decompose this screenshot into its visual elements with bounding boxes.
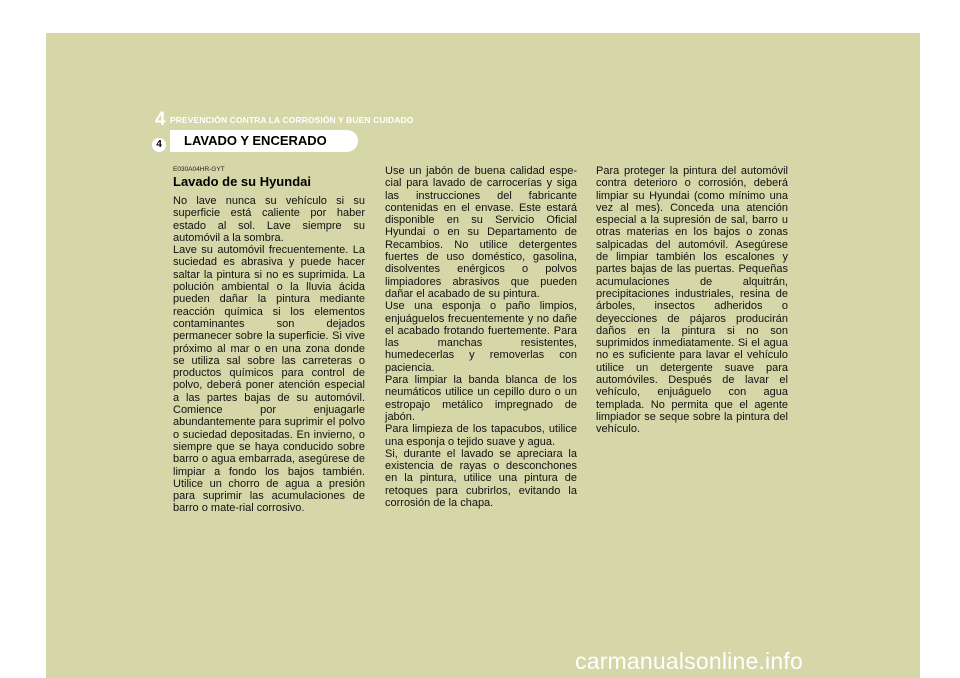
- page-number: 4: [152, 138, 166, 152]
- article-heading: Lavado de su Hyundai: [173, 174, 311, 189]
- text-column-3: Para proteger la pintura del automóvil contra deterioro o corrosión, deberá limpiar su Hyundai (como mínimo una vez al mes). Conceda una atención especial a la supresión de sal, barro u otras materias en los bajos o zonas salpicadas del automóvil. Asegúrese de limpiar también los escalones y partes bajas de las puertas. Pequeñas acumulaciones de alquitrán, precipitaciones industriales, resina de árboles, insectos adheridos o deyecciones de pájaros producirán daños en la pintura si no son suprimidos inmediatamente. Si el agua no es suficiente para lavar el vehículo utilice un detergente suave para automóviles. Después de lavar el vehículo, enjuáguelo con agua templada. No permita que el agente limpiador se seque sobre la pintura del vehículo.: [596, 165, 788, 436]
- chapter-number: 4: [155, 109, 166, 130]
- article-code: E030A04HR-GYT: [173, 166, 225, 173]
- chapter-title: PREVENCIÓN CONTRA LA CORROSIÓN Y BUEN CUIDADO: [170, 115, 414, 125]
- watermark: carmanualsonline.info: [575, 648, 803, 674]
- text-column-2: Use un jabón de buena calidad espe-cial para lavado de carrocerías y siga las instrucciones del fabricante contenidas en el envase. Este estará disponible en su Servicio Oficial Hyundai o en su Departamento de Recambios. No utilice detergentes fuertes de uso doméstico, gasolina, disolventes enérgicos o polvos limpiadores abrasivos que pueden dañar el acabado de su pintura. Use una esponja o paño limpios, enjuáguelos frecuentemente y no dañe el acabado frotando fuertemente. Para las manchas resistentes, humedecerlas y removerlas con paciencia. Para limpiar la banda blanca de los neumáticos utilice un cepillo duro o un estropajo metálico impregnado de jabón. Para limpieza de los tapacubos, utilice una esponja o tejido suave y agua. Si, durante el lavado se apreciara la existencia de rayas o desconchones en la pintura, utilice una pintura de retoques para cubrirlos, evitando la corrosión de la chapa.: [385, 165, 577, 510]
- section-title: LAVADO Y ENCERADO: [184, 133, 327, 148]
- section-tab: [170, 130, 358, 152]
- text-column-1: No lave nunca su vehículo si su superficie está caliente por haber estado al sol. Lave siempre su automóvil a la sombra. Lave su automóvil frecuentemente. La suciedad es abrasiva y puede hacer saltar la pintura si no es suprimida. La polución ambiental o la lluvia ácida pueden dañar la pintura mediante reacción química si los elementos contaminantes son dejados permanecer sobre la superficie. Si vive próximo al mar o en una zona donde se utiliza sal sobre las carreteras o productos químicos para control de polvo, deberá poner atención especial a las partes bajas de su automóvil. Comience por enjuagarle abundantemente para suprimir el polvo o suciedad depositadas. En invierno, o siempre que se haya conducido sobre barro o agua embarrada, asegúrese de limpiar a fondo los bajos también. Utilice un chorro de agua a presión para suprimir las acumulaciones de barro o mate-rial corrosivo.: [173, 195, 365, 515]
